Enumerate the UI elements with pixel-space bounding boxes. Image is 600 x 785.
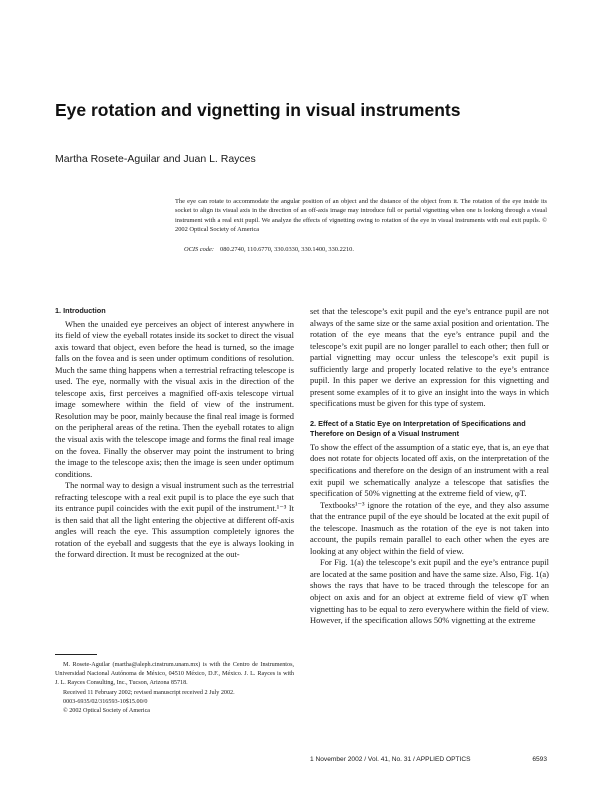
ocis-label: OCIS code: [184,246,214,253]
intro-paragraph-2-end: set that the telescope’s exit pupil and the eye’s entrance pupil are not always of the same size or the same axial position and orientation. The rotation of the eye means that the eye’s entrance pupil and the telescope’s exit pupil are no longer parallel to each other; then full or partial vignetting may occur unless the telescope’s exit pupil is sufficiently large and properly located relative to the eye’s entrance pupil. In this paper we derive an expression for this vignetting and present some examples of it to give an insight into the ways in which specifications must be given for this type of system. [310,306,549,409]
section-heading-introduction: 1. Introduction [55,306,106,315]
footnote-code: 0003-6935/02/316593-10$15.00/0 [63,698,148,705]
intro-paragraph-1: When the unaided eye perceives an object of interest anywhere in its field of view the eyeball rotates inside its socket to direct the visual axis toward that object, even before the head is turned, so the image falls on the fovea and is seen under optimum conditions of resolution. Much the same thing happens when a terrestrial refracting telescope is used. The eye, normally with the visual axis in the direction of the telescope axis, first perceives a magnified off-axis telescope virtual image somewhere within the field of view of the instrument. Resolution may be poor, mainly because the final real image is formed on the peripheral areas of the retina. Then the eyeball rotates to align the visual axis with the telescope image and forms the final real image on the fovea. Finally the observer may point the instrument to bring the image to the telescope axis; then the image is seen under optimum conditions. [55,318,294,479]
ocis-codes [184,246,354,253]
running-footer [310,756,547,763]
footnote-received: Received 11 February 2002; revised manuscript received 2 July 2002. [63,689,235,696]
page-number: 6593 [532,756,547,763]
paper-title: Eye rotation and vignetting in visual instruments [55,100,461,120]
ocis-values: 080.2740, 110.6770, 330.0330, 330.1400, 330.2210. [220,246,354,253]
footnote-affiliation: M. Rosete-Aguilar (martha@aleph.cinstrum.unam.mx) is with the Centro de Instrumentos, Universidad Nacional Autónoma de México, 04510 México, D.F., México. J. L. Rayces is with J. L. Rayces Consulting, Inc., Tucson, Arizona 85718. [55,662,294,687]
footnote-copyright: © 2002 Optical Society of America [63,708,151,715]
abstract: The eye can rotate to accommodate the angular position of an object and the distance of the object from it. The rotation of the eye inside its socket to align its visual axis in the direction of an off-axis image may introduce full or partial vignetting when one is looking through a visual instrument with a real exit pupil. We analyze the effects of vignetting owing to rotation of the eye in visual instruments with real exit pupils. © 2002 Optical Society of America [175,198,547,234]
author-list: Martha Rosete-Aguilar and Juan L. Rayces [55,153,256,165]
section-heading-static-eye: 2. Effect of a Static Eye on Interpretation of Specifications and Therefore on Design of a Visual Instrument [310,418,526,439]
footnote-rule [55,654,97,655]
left-column [55,306,294,561]
section2-paragraph-3: For Fig. 1(a) the telescope’s exit pupil and the eye’s entrance pupil are located at the same position and have the same size. Also, Fig. 1(a) shows the rays that have to be traced through the telescope for an object on axis and for an object at extreme field of view φT when vignetting has to be equal to zero everywhere within the field of view. However, if the specification allows 50% vignetting at the extreme [310,557,549,626]
right-column [310,306,549,627]
footnotes [55,661,294,716]
section2-paragraph-2: Textbooks¹⁻³ ignore the rotation of the eye, and they also assume that the entrance pupil of the eye should be located at the exit pupil of the telescope. Inasmuch as the rotation of the eye is not taken into account, the pupils remain parallel to each other when the eyes are looking at any object within the field of view. [310,499,549,556]
intro-paragraph-2-start: The normal way to design a visual instrument such as the terrestrial refracting telescope with a real exit pupil is to place the eye such that its entrance pupil coincides with the exit pupil of the instrument.¹⁻³ It is then said that all the light entering the objective at different off-axis angles will reach the eye. This assumption completely ignores the rotation of the eyeball and suggests that the eye is always looking in the forward direction. It must be recognized at the out- [55,480,294,560]
journal-info: 1 November 2002 / Vol. 41, No. 31 / APPLIED OPTICS [310,756,471,763]
section2-paragraph-1: To show the effect of the assumption of a static eye, that is, an eye that does not rotate for objects located off axis, on the interpretation of the specifications and therefore on the design of an instrument with a real exit pupil we schematically analyze a telescope that satisfies the specification of 50% vignetting at the extreme field of view, φT. [310,441,549,499]
